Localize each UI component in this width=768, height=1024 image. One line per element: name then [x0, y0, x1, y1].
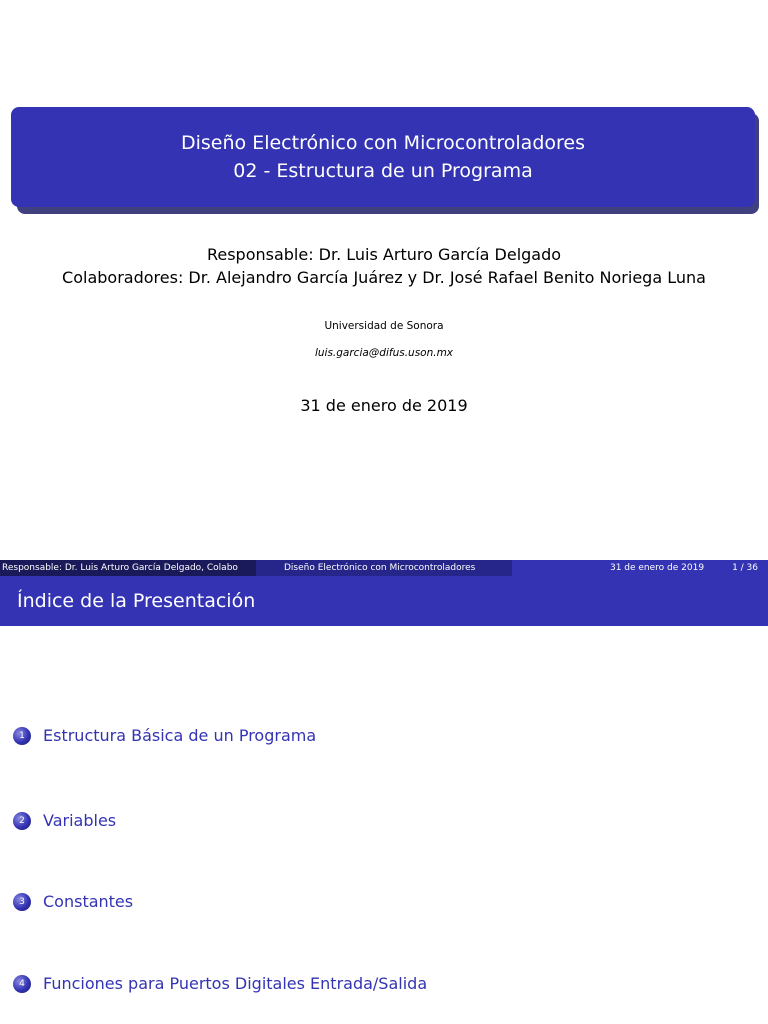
responsable-line: Responsable: Dr. Luis Arturo García Delgado [206, 245, 562, 264]
toc-item-2[interactable] [13, 811, 116, 830]
slide-footer [0, 560, 768, 576]
presentation-subtitle: 02 - Estructura de un Programa [233, 160, 533, 182]
presentation-date: 31 de enero de 2019 [300, 396, 468, 415]
toc-item-3[interactable] [13, 892, 133, 911]
toc-item-label[interactable]: Funciones para Puertos Digitales Entrada/Salida [43, 974, 428, 993]
colaboradores-line: Colaboradores: Dr. Alejandro García Juárez y Dr. José Rafael Benito Noriega Luna [62, 268, 706, 287]
toc-item-label[interactable]: Constantes [43, 892, 134, 911]
numbered-bullet-icon: 2 [13, 812, 31, 830]
footer-page-number: 1 / 36 [732, 563, 758, 573]
numbered-bullet-icon: 3 [13, 893, 31, 911]
numbered-bullet-icon: 1 [13, 727, 31, 745]
toc-item-4[interactable] [13, 974, 427, 993]
footer-date: 31 de enero de 2019 [609, 563, 705, 573]
frame-title: Índice de la Presentación [0, 576, 768, 626]
index-slide [0, 560, 768, 1024]
toc-item-label[interactable]: Variables [43, 811, 117, 830]
presentation-title: Diseño Electrónico con Microcontroladores [181, 132, 585, 154]
toc-item-label[interactable]: Estructura Básica de un Programa [43, 726, 317, 745]
title-box [11, 107, 755, 207]
toc-item-1[interactable] [13, 726, 316, 745]
footer-author: Responsable: Dr. Luis Arturo García Delgado, Colabo [0, 560, 256, 576]
author-email: luis.garcia@difus.uson.mx [314, 347, 454, 359]
footer-title: Diseño Electrónico con Microcontroladores [256, 560, 512, 576]
institution: Universidad de Sonora [324, 320, 444, 332]
footer-date-page [512, 560, 768, 576]
numbered-bullet-icon: 4 [13, 975, 31, 993]
